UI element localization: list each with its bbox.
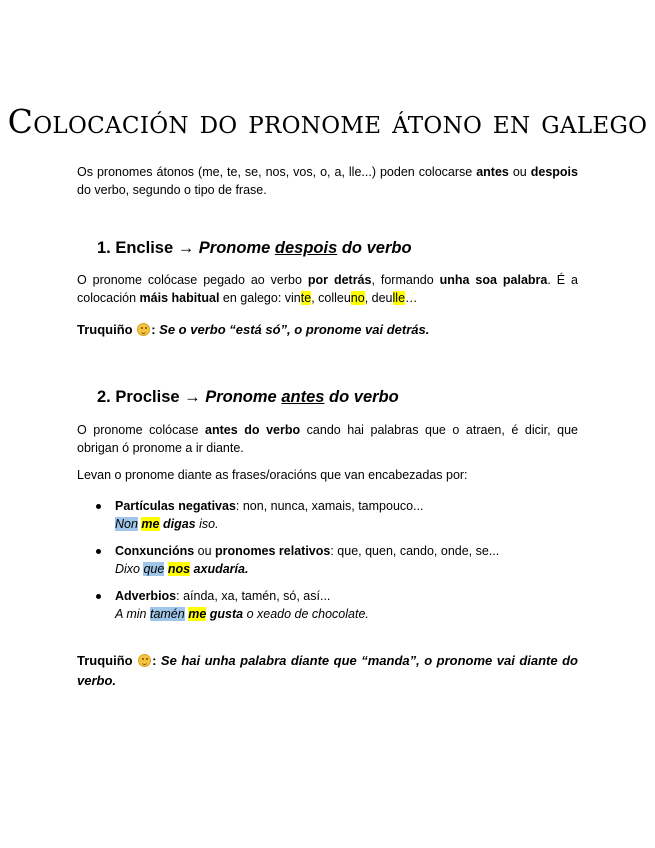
intro-paragraph [77, 163, 578, 199]
text-run: : aínda, xa, tamén, só, así... [176, 589, 331, 603]
section2-heading [97, 386, 399, 408]
tip-label: Truquiño [77, 322, 137, 337]
section2-heading-text: do verbo [324, 388, 399, 406]
bullet-icon [96, 504, 101, 509]
intro-text: do verbo, segundo o tipo de frase. [77, 183, 267, 197]
list-item-example [115, 605, 369, 623]
section1-heading [97, 237, 412, 259]
list-item-text [115, 542, 499, 560]
section1-tip [77, 320, 578, 340]
bold-run: Conxuncións [115, 544, 195, 558]
highlighted-attractor: tamén [149, 607, 185, 621]
text-run: o xeado de chocolate. [243, 607, 369, 621]
text-run: en galego: vin [219, 291, 301, 305]
tip-text: Se hai unha palabra diante que “manda”, o pronome vai diante do verbo. [77, 653, 578, 688]
bullet-icon [96, 594, 101, 599]
highlighted-pronoun: me [188, 607, 207, 621]
highlighted-pronoun: nos [167, 562, 191, 576]
tip-colon: : [152, 653, 161, 668]
text-run: A min [115, 607, 150, 621]
bold-verb: digas [159, 517, 196, 531]
bold-run: por detrás [307, 273, 372, 287]
text-run: ou [194, 544, 216, 558]
bold-run: Adverbios [115, 589, 177, 603]
tip-text: Se o verbo “está só”, o pronome vai detrás. [159, 322, 430, 337]
intro-bold-despois: despois [530, 165, 578, 179]
text-run: O pronome colócase pegado ao verbo [77, 273, 308, 287]
bold-run: máis habitual [139, 291, 220, 305]
text-run: … [405, 291, 418, 305]
highlighted-pronoun: me [141, 517, 160, 531]
page-title: Colocación do pronome átono en galego [7, 102, 648, 141]
section1-heading-text: do verbo [337, 239, 412, 257]
highlighted-pronoun: te [300, 291, 312, 305]
text-run: cando hai palabras que o atraen, é dicir, que obrigan ó pronome a ir diante. [77, 423, 578, 455]
list-item-text [115, 497, 424, 515]
bold-run: antes do verbo [205, 423, 301, 437]
text-run: O pronome colócase [77, 423, 206, 437]
section2-heading-underlined: antes [281, 388, 325, 406]
section2-heading-text: Pronome [205, 388, 282, 406]
section2-tip [77, 651, 578, 691]
bold-run: Partículas negativas [115, 499, 236, 513]
text-run: : que, quen, cando, onde, se... [330, 544, 500, 558]
text-run: . É a colocación [77, 273, 578, 305]
bold-run: unha soa palabra [439, 273, 548, 287]
highlighted-pronoun: no [350, 291, 365, 305]
list-item-text [115, 587, 330, 605]
list-item-example [115, 560, 248, 578]
text-run: , deu [364, 291, 393, 305]
highlighted-pronoun: lle [392, 291, 406, 305]
section2-heading-number: 2. Proclise → [97, 388, 206, 406]
bold-verb: gusta [206, 607, 244, 621]
intro-bold-antes: antes [476, 165, 509, 179]
text-run: : non, nunca, xamais, tampouco... [235, 499, 424, 513]
highlighted-attractor: Non [115, 517, 138, 531]
section1-heading-underlined: despois [274, 239, 338, 257]
text-run: iso. [195, 517, 219, 531]
section1-heading-text: Pronome [198, 239, 275, 257]
bold-verb: axudaría. [190, 562, 249, 576]
section1-paragraph [77, 271, 578, 307]
list-item-example [115, 515, 219, 533]
bullet-icon [96, 549, 101, 554]
highlighted-attractor: que [143, 562, 165, 576]
tip-label: Truquiño [77, 653, 138, 668]
text-run: , colleu [311, 291, 351, 305]
text-run: , formando [371, 273, 440, 287]
section1-heading-number: 1. Enclise → [97, 239, 199, 257]
smirking-face-icon [138, 654, 151, 667]
tip-colon: : [151, 322, 160, 337]
smirking-face-icon [137, 323, 150, 336]
text-run: Dixo [115, 562, 144, 576]
section2-intro-list: Levan o pronome diante as frases/oracións que van encabezadas por: [77, 468, 468, 482]
intro-text: ou [508, 165, 531, 179]
bold-run: pronomes relativos [215, 544, 331, 558]
section2-paragraph [77, 421, 578, 457]
intro-text: Os pronomes átonos (me, te, se, nos, vos, o, a, lle...) poden colocarse [77, 165, 477, 179]
